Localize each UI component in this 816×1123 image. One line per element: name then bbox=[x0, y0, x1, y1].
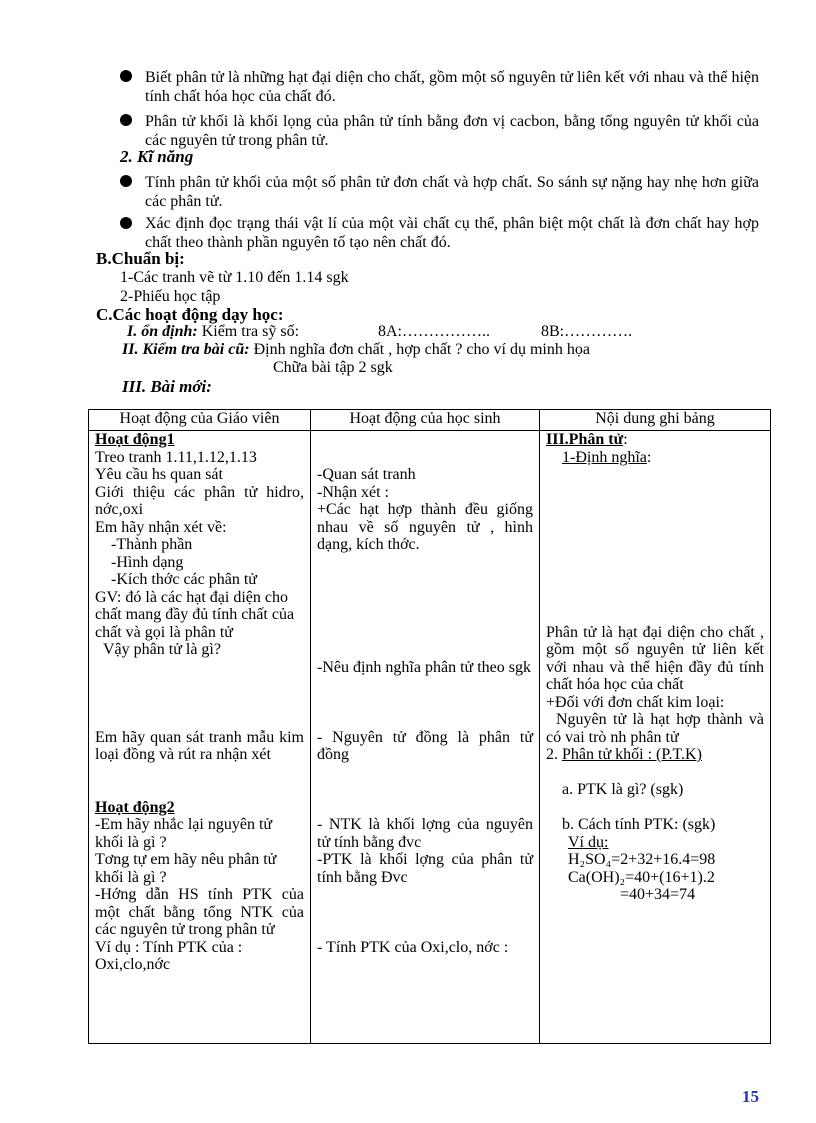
student-column bbox=[311, 431, 540, 1044]
section-ii-text: Định nghĩa đơn chất , hợp chất ? cho ví dụ minh họa bbox=[253, 341, 590, 358]
hs-line: -Quan sát tranh bbox=[317, 466, 416, 483]
spacer bbox=[95, 764, 304, 782]
class-a: 8A:…………….. bbox=[378, 323, 490, 340]
prep-item-2: 2-Phiếu học tập bbox=[120, 288, 221, 305]
header-teacher: Hoạt động của Giáo viên bbox=[89, 410, 311, 431]
gv-line: Vậy phân tử là gì? bbox=[103, 641, 221, 658]
definition-heading bbox=[546, 449, 764, 467]
spacer bbox=[317, 554, 533, 572]
spacer bbox=[317, 921, 533, 939]
formula-caoh2: Ca(OH)₂=40+(16+1).2 bbox=[568, 868, 715, 886]
hs-line: - Tính PTK của Oxi,clo, nớc : bbox=[317, 938, 509, 956]
gv-line: Em hãy nhận xét về: bbox=[95, 518, 227, 536]
activity-2-title: Hoạt động2 bbox=[95, 798, 175, 816]
section-i bbox=[127, 323, 299, 341]
objective-1: Biết phân tử là những hạt đại diện cho chất, gồm một số nguyên tử liên kết với nhau và thể hiện tính chất hóa học của chất đó. bbox=[145, 69, 759, 105]
colon: : bbox=[623, 431, 628, 448]
section-ii-label: II. Kiểm tra bài cũ: bbox=[122, 341, 250, 358]
definition-text: Phân tử là hạt đại diện cho chất , gồm một số nguyên tử liên kết với nhau và thể hiện đầy đủ tính chất hóa học của chất bbox=[546, 623, 764, 693]
spacer bbox=[546, 466, 764, 484]
section-ii-text2: Chữa bài tập 2 sgk bbox=[273, 359, 393, 376]
formula-h2so4: H₂SO₄=2+32+16.4=98 bbox=[568, 851, 716, 868]
gv-line: Ví dụ : Tính PTK của : bbox=[95, 938, 243, 956]
formula-caoh2-result: =40+34=74 bbox=[620, 886, 696, 903]
objective-2: Phân tử khối là khối lọng của phân tử tính bằng đơn vị cacbon, bằng tổng nguyên tử khối của các nguyên tử trong phân tử. bbox=[145, 113, 759, 149]
section-ii bbox=[122, 341, 590, 359]
spacer bbox=[317, 641, 533, 659]
colon: : bbox=[646, 448, 652, 466]
hs-line: -PTK là khối lợng của phân tử tính bằng Đvc bbox=[317, 851, 533, 886]
spacer bbox=[95, 781, 304, 799]
spacer bbox=[317, 624, 533, 642]
hs-line: +Các hạt hợp thành đều giống nhau về số nguyên tử , hình dạng, kích thớc. bbox=[317, 501, 533, 553]
gv-line: -Hớng dẫn HS tính PTK của một chất bằng tổng NTK của các nguyên tử trong phân tử bbox=[95, 886, 304, 938]
activity-1-title: Hoạt động1 bbox=[95, 431, 175, 448]
page-number: 15 bbox=[742, 1087, 759, 1106]
example-label: Ví dụ: bbox=[568, 833, 609, 851]
spacer bbox=[317, 606, 533, 624]
content-column bbox=[540, 431, 771, 1044]
spacer bbox=[546, 606, 764, 624]
header-student: Hoạt động của học sinh bbox=[311, 410, 540, 431]
spacer bbox=[317, 764, 533, 782]
spacer bbox=[317, 694, 533, 712]
definition-label: 1-Định nghĩa bbox=[562, 448, 647, 466]
section-2-heading bbox=[546, 746, 764, 764]
gv-line: Treo tranh 1.11,1.12,1.13 bbox=[95, 448, 257, 466]
gv-line: Yêu cầu hs quan sát bbox=[95, 466, 223, 483]
spacer bbox=[317, 571, 533, 589]
gv-line: -Kích thớc các phân tử bbox=[111, 571, 257, 588]
gv-line: Tơng tự em hãy nêu phân tử khối là gì ? bbox=[95, 851, 277, 886]
prep-item-1: 1-Các tranh vẽ từ 1.10 đến 1.14 sgk bbox=[120, 269, 349, 286]
spacer bbox=[546, 764, 764, 782]
hs-line: - NTK là khối lợng của nguyên tử tính bằng đvc bbox=[317, 816, 533, 851]
spacer bbox=[95, 676, 304, 694]
spacer bbox=[317, 904, 533, 922]
section-2-num: 2. bbox=[546, 746, 558, 763]
spacer bbox=[317, 449, 533, 467]
bullet-icon bbox=[120, 70, 132, 82]
bullet-icon bbox=[120, 217, 132, 229]
gv-line: -Thành phần bbox=[111, 536, 193, 553]
teacher-column bbox=[89, 431, 311, 1044]
spacer bbox=[546, 554, 764, 572]
spacer bbox=[95, 694, 304, 712]
bullet-icon bbox=[120, 175, 132, 187]
activities-heading: C.Các hoạt động dạy học: bbox=[96, 305, 284, 324]
hs-line: -Nêu định nghĩa phân tử theo sgk bbox=[317, 658, 531, 676]
gv-line: GV: đó là các hạt đại diện cho chất mang đầy đủ tính chất của chất và gọi là phân tử bbox=[95, 588, 295, 641]
item-a: a. PTK là gì? (sgk) bbox=[562, 781, 684, 798]
header-content: Nội dung ghi bảng bbox=[540, 410, 771, 431]
hs-line: -Nhận xét : bbox=[317, 483, 389, 501]
metal-heading: +Đối với đơn chất kim loại: bbox=[546, 693, 725, 711]
spacer bbox=[546, 571, 764, 589]
spacer bbox=[317, 799, 533, 817]
phan-tu-heading: III.Phân tử bbox=[546, 431, 624, 448]
spacer bbox=[546, 519, 764, 537]
spacer bbox=[95, 659, 304, 677]
spacer bbox=[317, 781, 533, 799]
spacer bbox=[317, 711, 533, 729]
hs-line: - Nguyên tử đồng là phân tử đồng bbox=[317, 728, 533, 763]
content-heading bbox=[546, 431, 764, 449]
spacer bbox=[546, 536, 764, 554]
spacer bbox=[546, 589, 764, 607]
bullet-icon bbox=[120, 114, 132, 126]
table-header-row bbox=[89, 410, 771, 431]
gv-line: -Hình dạng bbox=[111, 553, 184, 571]
section-iii: III. Bài mới: bbox=[122, 377, 212, 396]
section-i-text: Kiểm tra sỹ số: bbox=[201, 323, 300, 340]
lesson-table bbox=[88, 409, 771, 1044]
gv-line: Giới thiệu các phân tử hidro, nớc,oxi bbox=[95, 483, 304, 518]
spacer bbox=[317, 676, 533, 694]
item-b: b. Cách tính PTK: (sgk) bbox=[562, 816, 716, 833]
skill-1: Tính phân tử khối của một số phân tử đơn chất và hợp chất. So sánh sự nặng hay nhẹ hơn giữa các phân tử. bbox=[145, 174, 759, 210]
spacer bbox=[546, 484, 764, 502]
gv-line: -Em hãy nhắc lại nguyên tử khối là gì ? bbox=[95, 816, 273, 851]
spacer bbox=[317, 431, 533, 449]
metal-text: Nguyên tử là hạt hợp thành và có vai trò nh phân tử bbox=[546, 711, 764, 746]
class-b: 8B:…………. bbox=[541, 323, 633, 340]
spacer bbox=[95, 711, 304, 729]
skill-2: Xác định đọc trạng thái vật lí của một vài chất cụ thể, phân biệt một chất là đơn chất hay hợp chất theo thành phần nguyên tố tạo nên chất đó. bbox=[145, 215, 759, 251]
spacer bbox=[546, 501, 764, 519]
skills-heading: 2. Kĩ năng bbox=[120, 147, 194, 166]
table-row bbox=[89, 431, 771, 1044]
gv-line: Em hãy quan sát tranh mẫu kim loại đồng và rút ra nhận xét bbox=[95, 728, 304, 763]
gv-line: Oxi,clo,nớc bbox=[95, 956, 171, 973]
spacer bbox=[317, 589, 533, 607]
spacer bbox=[317, 886, 533, 904]
section-2-label: Phân tử khối : (P.T.K) bbox=[562, 746, 702, 763]
spacer bbox=[546, 799, 764, 817]
section-i-label: I. ổn định: bbox=[127, 323, 198, 340]
prep-heading: B.Chuẩn bị: bbox=[96, 249, 185, 268]
